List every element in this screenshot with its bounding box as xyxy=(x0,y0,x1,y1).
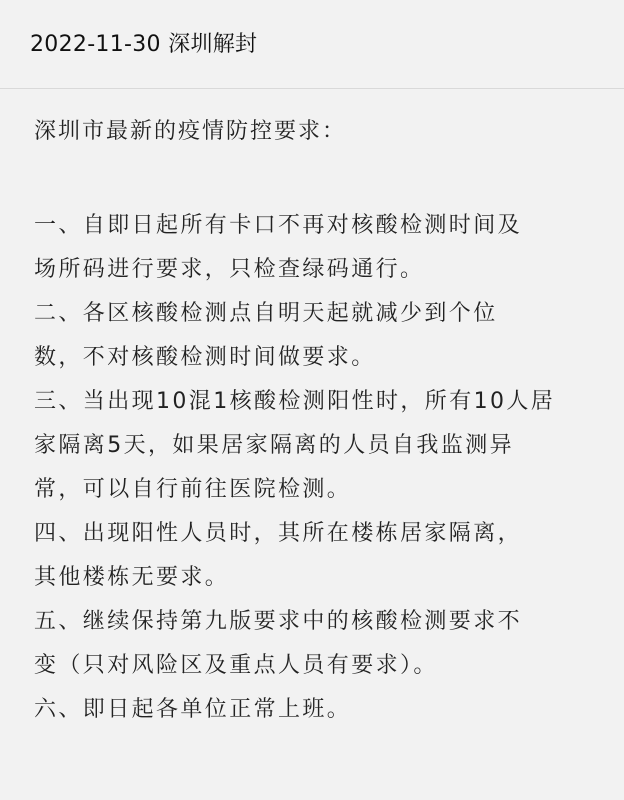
list-item-6-line-1: 六、即日起各单位正常上班。 xyxy=(34,697,352,722)
list-item-4-line-1: 四、出现阳性人员时，其所在楼栋居家隔离， xyxy=(34,521,523,546)
list-item-6 xyxy=(34,688,594,732)
header-bar xyxy=(0,0,624,92)
list-item-4 xyxy=(34,512,594,600)
header-divider xyxy=(0,88,624,89)
list-item-3-line-2: 家隔离5天，如果居家隔离的人员自我监测异 xyxy=(34,433,514,458)
list-item-5-line-1: 五、继续保持第九版要求中的核酸检测要求不 xyxy=(34,609,523,634)
list-item-3-line-3: 常，可以自行前往医院检测。 xyxy=(34,477,352,502)
list-item-2-line-2: 数，不对核酸检测时间做要求。 xyxy=(34,345,376,370)
intro-text: 深圳市最新的疫情防控要求： xyxy=(34,119,347,144)
article-body xyxy=(34,112,594,732)
list-item-3-line-1: 三、当出现10混1核酸检测阳性时，所有10人居 xyxy=(34,389,556,414)
list-item-1-line-2: 场所码进行要求，只检查绿码通行。 xyxy=(34,257,425,282)
list-item-3 xyxy=(34,380,594,512)
list-item-5-line-2: 变（只对风险区及重点人员有要求）。 xyxy=(34,653,438,678)
list-item-2-line-1: 二、各区核酸检测点自明天起就减少到个位 xyxy=(34,301,498,326)
list-item-5 xyxy=(34,600,594,688)
list-item-2 xyxy=(34,292,594,380)
list-item-1 xyxy=(34,204,594,292)
page-title: 2022-11-30 深圳解封 xyxy=(30,32,258,57)
list-item-4-line-2: 其他楼栋无要求。 xyxy=(34,565,230,590)
list-item-1-line-1: 一、自即日起所有卡口不再对核酸检测时间及 xyxy=(34,213,523,238)
